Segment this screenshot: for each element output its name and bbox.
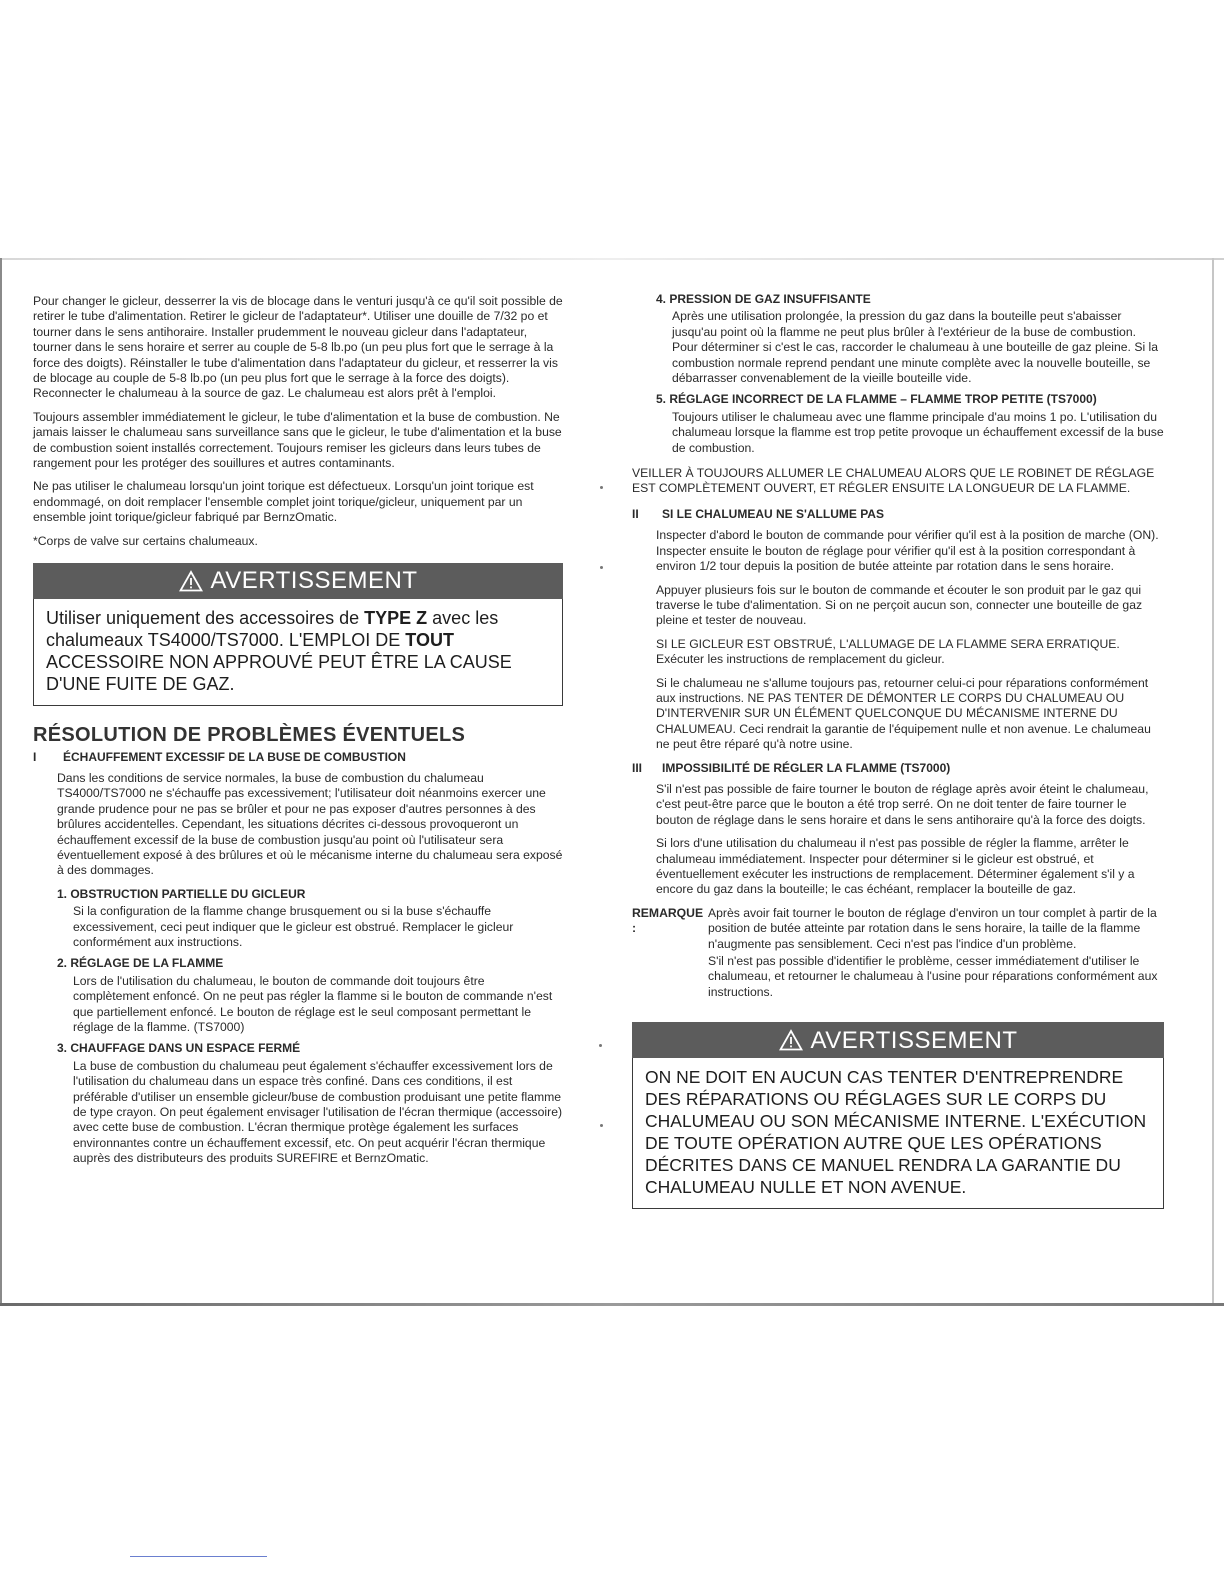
scan-dot bbox=[600, 566, 603, 569]
item-heading-2: 2. RÉGLAGE DE LA FLAMME bbox=[57, 956, 224, 971]
problem-heading-ii: II SI LE CHALUMEAU NE S'ALLUME PAS bbox=[632, 506, 884, 521]
sheet-edge-right bbox=[1212, 258, 1214, 1306]
remark-text: S'il n'est pas possible d'identifier le problème, cesser immédiatement d'utiliser le chalumeau, et retourner le chalumeau à l'usine pour réparations conformément aux instructions. bbox=[708, 954, 1158, 999]
problem-iii-para: Si lors d'une utilisation du chalumeau il n'est pas possible de régler la flamme, arrêter le chalumeau immédiatement. Inspecter pour déterminer si le gicleur est obstrué, et éventuellement exécuter les instructions de remplacement. Déterminer également s'il y a encore du gaz dans la bouteille; le cas échéant, remplacer la bouteille de gaz. bbox=[656, 836, 1135, 897]
paragraph-assembly: Toujours assembler immédiatement le gicleur, le tube d'alimentation et la buse de combustion. Ne jamais laisser le chalumeau sans surveillance sans que le gicleur, le tube d'alimentation et la buse de combustion soient installés correctement. Toujours remiser les gicleurs dans leurs tubes de rangement pour les protéger des souillures et autres contaminants. bbox=[33, 409, 562, 471]
problem-heading-i: I ÉCHAUFFEMENT EXCESSIF DE LA BUSE DE COMBUSTION bbox=[33, 749, 406, 764]
remark-block bbox=[632, 906, 1164, 1002]
warning-box-accessories bbox=[33, 563, 563, 706]
warning-header bbox=[632, 1022, 1164, 1058]
item-text-5: Toujours utiliser le chalumeau avec une flamme principale d'au moins 1 po. L'utilisation du chalumeau lorsque la flamme est trop petite provoque un échauffement excessif de la buse de combustion. bbox=[672, 409, 1164, 455]
problem-ii-para: Inspecter d'abord le bouton de commande pour vérifier qu'il est à la position de marche (ON). Inspecter ensuite le bouton de réglage pour vérifier qu'il est à la position correspondant à environ 1/2 tour depuis la position de butée atteinte par rotation dans le sens horaire. bbox=[656, 528, 1159, 574]
scan-dot bbox=[600, 1124, 603, 1127]
scan-dot bbox=[600, 486, 603, 489]
problem-heading-iii: III IMPOSSIBILITÉ DE RÉGLER LA FLAMME (TS7000) bbox=[632, 760, 951, 775]
item-text-2: Lors de l'utilisation du chalumeau, le bouton de commande doit toujours être complètement enfoncé. On ne peut pas régler la flamme si le bouton de commande n'est que partiellement enfoncé. Le bouton de réglage est le seul composant permettant le réglage de la flamme. (TS7000) bbox=[73, 973, 553, 1034]
warning-triangle-icon bbox=[179, 570, 203, 592]
section-title-troubleshooting: RÉSOLUTION DE PROBLÈMES ÉVENTUELS bbox=[33, 724, 466, 747]
paragraph-o-ring: Ne pas utiliser le chalumeau lorsqu'un joint torique est défectueux. Lorsqu'un joint torique est endommagé, on doit remplacer l'ensemble complet joint torique/gicleur, uniquement par un ensemble joint torique/gicleur fabriqué par BernzOmatic. bbox=[33, 479, 534, 525]
warning-title: AVERTISSEMENT bbox=[810, 1026, 1018, 1054]
caution-ignite-open: VEILLER À TOUJOURS ALLUMER LE CHALUMEAU ALORS QUE LE ROBINET DE RÉGLAGE EST COMPLÈTEMENT OUVERT, ET RÉGLER ENSUITE LA LONGUEUR DE LA FLAMME. bbox=[632, 466, 1155, 496]
paragraph-injector-change: Pour changer le gicleur, desserrer la vis de blocage dans le venturi jusqu'à ce qu'il soit possible de retirer le tube d'alimentation. Retirer le gicleur de l'adaptateur*. Utiliser une douille de 7/32 po et tourner dans le sens antihoraire. Installer prudemment le nouveau gicleur dans l'adaptateur, tourner dans le sens horaire et serrer au couple de 5-8 lb.po (un peu plus fort que le serrage à la force des doigts). Réinstaller le tube d'alimentation dans l'adaptateur du gicleur, et resserrer la vis de blocage au couple de 5-8 lb.po (un peu plus fort que le serrage à la force des doigts). Reconnecter le chalumeau à la source de gaz. Le chalumeau est alors prêt à l'emploi. bbox=[33, 294, 563, 401]
right-page bbox=[632, 286, 1164, 1209]
footnote: *Corps de valve sur certains chalumeaux. bbox=[33, 533, 258, 548]
warning-header bbox=[33, 563, 563, 599]
warning-text: Utiliser uniquement des accessoires de TYPE Z avec les chalumeaux TS4000/TS7000. L'EMPLOI DE TOUT ACCESSOIRE NON APPROUVÉ PEUT ÊTRE LA CAUSE D'UNE FUITE DE GAZ. bbox=[33, 599, 563, 706]
item-text-1: Si la configuration de la flamme change brusquement ou si la buse s'échauffe excessivement, ceci peut indiquer que le gicleur est obstrué. Remplacer le gicleur conformément aux instructions. bbox=[73, 904, 514, 949]
sheet-line-top bbox=[0, 258, 1224, 260]
warning-title: AVERTISSEMENT bbox=[210, 567, 418, 595]
warning-text: ON NE DOIT EN AUCUN CAS TENTER D'ENTREPRENDRE DES RÉPARATIONS OU RÉGLAGES SUR LE CORPS DU CHALUMEAU OU SON MÉCANISME INTERNE. L'EXÉCUTION DE TOUTE OPÉRATION AUTRE QUE LES OPÉRATIONS DÉCRITES DANS CE MANUEL RENDRA LA GARANTIE DU CHALUMEAU NULLE ET NON AVENUE. bbox=[632, 1058, 1164, 1209]
warning-box-repairs bbox=[632, 1022, 1164, 1209]
scan-dot bbox=[599, 1044, 602, 1047]
item-heading-3: 3. CHAUFFAGE DANS UN ESPACE FERMÉ bbox=[57, 1041, 301, 1056]
sheet-edge-left bbox=[0, 258, 2, 1306]
remark-label: REMARQUE : bbox=[632, 905, 704, 936]
item-text-4: Après une utilisation prolongée, la pression du gaz dans la bouteille peut s'abaisser jusqu'au point où la flamme ne peut plus brûler à l'extérieur de la buse de combustion. Pour déterminer si c'est le cas, raccorder le chalumeau à une bouteille de gaz pleine. Si la combustion normale reprend pendant une minute complète avec la nouvelle bouteille, se débarrasser convenablement de la vieille bouteille vide. bbox=[672, 309, 1159, 386]
problem-i-intro: Dans les conditions de service normales, la buse de combustion du chalumeau TS4000/TS7000 ne s'échauffe pas excessivement; l'utilisateur doit néanmoins exercer une grande prudence pour ne pas se brûler et pour ne pas exposer d'autres personnes à des brûlures accidentelles. Cependant, les situations décrites ci-dessous provoqueront un échauffement excessif de la buse de combustion jusqu'au point où l'utilisateur sera éventuellement exposé à des brûlures et où le mécanisme interne du chalumeau sera exposé à des dommages. bbox=[57, 770, 563, 878]
problem-ii-para: Si le chalumeau ne s'allume toujours pas, retourner celui-ci pour réparations conformément aux instructions. NE PAS TENTER DE DÉMONTER LE CORPS DU CHALUMEAU OU D'INTERVENIR SUR UN ÉLÉMENT QUELCONQUE DU MÉCANISME INTERNE DU CHALUMEAU. Ceci rendrait la garantie de l'équipement nulle et non avenue. Le chalumeau ne peut être réparé qu'à notre usine. bbox=[656, 675, 1151, 752]
problem-iii-para: S'il n'est pas possible de faire tourner le bouton de réglage après avoir éteint le chalumeau, c'est peut-être parce que le bouton a été trop serré. On ne doit tenter de faire tourner le bouton de réglage dans le sens horaire et dans le sens antihoraire qu'à la force des doigts. bbox=[656, 781, 1149, 827]
item-heading-4: 4. PRESSION DE GAZ INSUFFISANTE bbox=[656, 292, 871, 306]
problem-ii-para: Appuyer plusieurs fois sur le bouton de commande et écouter le son produit par le gaz qui traverse le tube d'alimentation. Si on ne perçoit aucun son, connecter une bouteille de gaz pleine et tester de nouveau. bbox=[656, 582, 1143, 628]
problem-ii-para: SI LE GICLEUR EST OBSTRUÉ, L'ALLUMAGE DE LA FLAMME SERA ERRATIQUE. Exécuter les instructions de remplacement du gicleur. bbox=[656, 636, 1120, 667]
left-page bbox=[33, 294, 563, 1173]
item-text-3: La buse de combustion du chalumeau peut également s'échauffer excessivement lors de l'utilisation du chalumeau dans un espace très confiné. Dans ces conditions, il est préférable d'utiliser un ensemble gicleur/buse de combustion produisant une petite flamme de type crayon. On peut également envisager l'utilisation de l'écran thermique (accessoire) avec cette buse de combustion. L'écran thermique protège également les surfaces environnantes contre un échauffement excessif, etc. On peut acquérir l'écran thermique auprès des distributeurs des produits SUREFIRE et BernzOmatic. bbox=[73, 1058, 563, 1166]
sheet-line-bottom bbox=[0, 1303, 1224, 1306]
item-heading-5: 5. RÉGLAGE INCORRECT DE LA FLAMME – FLAMME TROP PETITE (TS7000) bbox=[656, 392, 1097, 407]
remark-text: Après avoir fait tourner le bouton de réglage d'environ un tour complet à partir de la position de butée atteinte par rotation dans le sens horaire, la taille de la flamme n'augmente pas sensiblement. Ceci n'est pas l'indice d'un problème. bbox=[708, 905, 1157, 951]
warning-triangle-icon bbox=[779, 1029, 803, 1051]
underline-mark bbox=[130, 1556, 267, 1557]
item-heading-1: 1. OBSTRUCTION PARTIELLE DU GICLEUR bbox=[57, 886, 306, 901]
